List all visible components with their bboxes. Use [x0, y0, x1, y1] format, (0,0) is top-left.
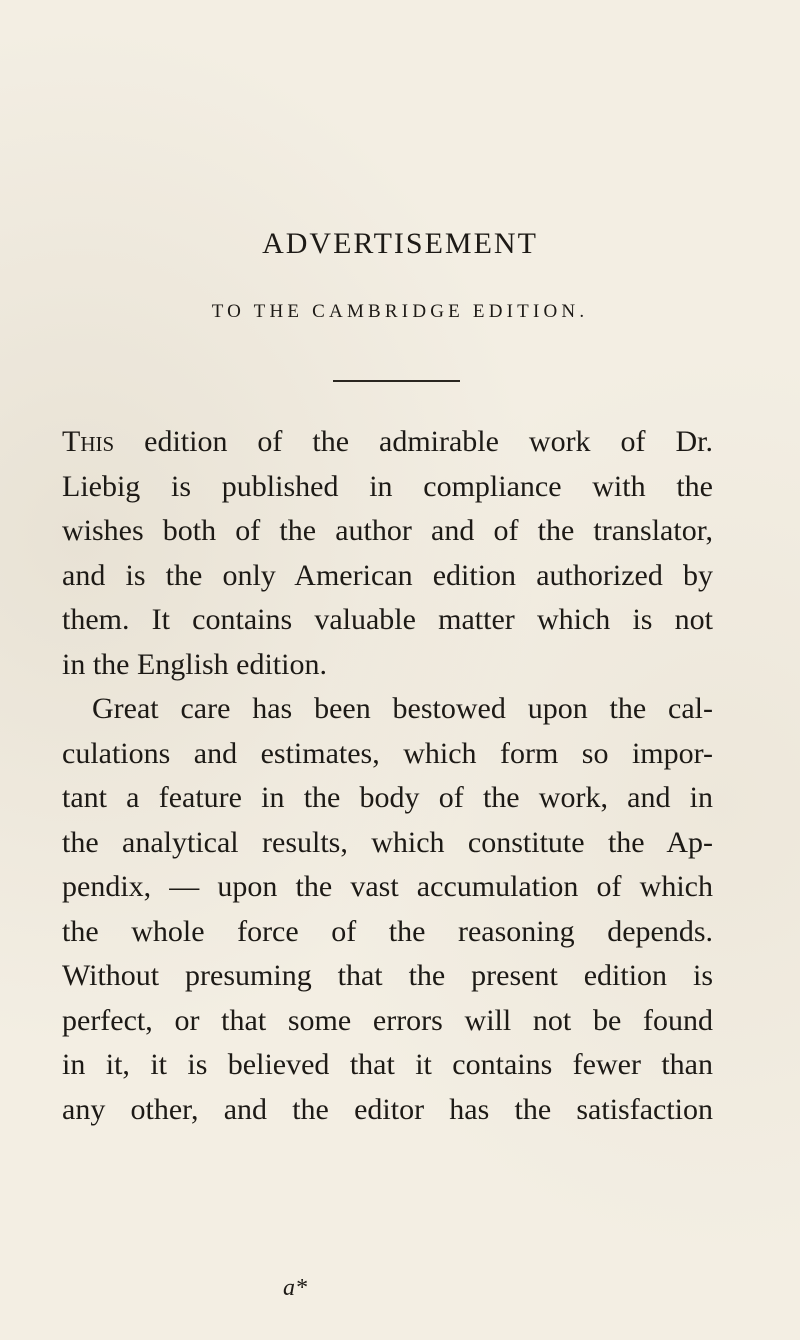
- text-line: the whole force of the reasoning depends.: [62, 914, 713, 948]
- text-line: culations and estimates, which form so impor-: [62, 736, 713, 770]
- text-line: the analytical results, which constitute the Ap-: [62, 825, 713, 859]
- body-text: [62, 420, 713, 1132]
- text-line: Great care has been bestowed upon the cal-: [92, 692, 713, 725]
- text-line: them. It contains valuable matter which is not: [62, 603, 713, 636]
- text-line: any other, and the editor has the satisfaction: [62, 1092, 713, 1126]
- text-line: [62, 420, 713, 465]
- drop-word: This: [62, 425, 115, 458]
- text-line: in it, it is believed that it contains fewer than: [62, 1048, 713, 1081]
- text-line: Liebig is published in compliance with the: [62, 469, 713, 503]
- page-subtitle: TO THE CAMBRIDGE EDITION.: [211, 301, 589, 322]
- text-line: and is the only American edition authorized by: [62, 558, 713, 592]
- title-rule: [333, 380, 460, 382]
- page-title: ADVERTISEMENT: [262, 227, 538, 260]
- text-line: wishes both of the author and of the translator,: [62, 514, 713, 547]
- text-line-rest: edition of the admirable work of Dr.: [114, 425, 713, 458]
- text-line: in the English edition.: [62, 647, 327, 681]
- text-line: perfect, or that some errors will not be found: [62, 1003, 713, 1037]
- text-line: Without presuming that the present edition is: [62, 959, 713, 992]
- text-line: pendix, — upon the vast accumulation of which: [62, 870, 713, 903]
- signature-mark: a*: [283, 1275, 307, 1301]
- text-line: tant a feature in the body of the work, and in: [62, 781, 713, 814]
